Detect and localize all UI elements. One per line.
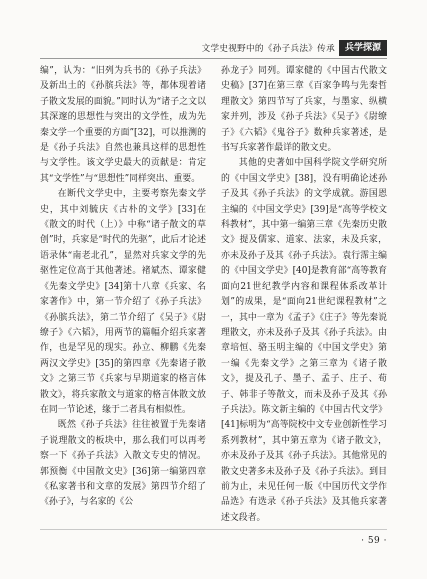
- page-number: · 59 ·: [361, 536, 387, 546]
- left-column: [40, 64, 206, 524]
- paragraph: 孙龙子》同列。谭家健的《中国古代散文史稿》[37]在第三章《百家争鸣与先秦哲理散文》第四节写了兵家，与墨家、纵横家并列，涉及《孙子兵法》《吴子》《尉缭子》《六韬》《鬼谷子》数种兵家著述，是书写兵家著作最详的散文史。: [221, 66, 387, 154]
- right-column: [221, 64, 387, 524]
- running-head: 文学史视野中的《孙子兵法》传承: [201, 44, 335, 54]
- paragraph: 其他的史著如中国科学院文学研究所的《中国文学史》[38]，没有明确论述孙子及其《孙子兵法》的文学成就。游国恩主编的《中国文学史》[39]是“高等学校文科教材”，其中第一编第三章《先秦历史散文》提及儒家、道家、法家，未及兵家，亦未及孙子及其《孙子兵法》。袁行霈主编的《中国文学史》[40]是教育部“高等教育面向21世纪教学内容和课程体系改革计划”的成果，是“面向21世纪课程教材”之一，其中一章为《孟子》《庄子》等先秦说理散文，亦未及孙子及其《孙子兵法》。由章培恒、骆玉明主编的《中国文学史》第一编《先秦文学》之第三章为《诸子散文》，提及孔子、墨子、孟子、庄子、荀子、韩非子等散文，而未及孙子及其《孙子兵法》。陈文新主编的《中国古代文学》[41]标明为“高等院校中文专业创新性学习系列教材”，其中第五章为《诸子散文》，亦未及孙子及其《孙子兵法》。其他常见的散文史著多未及孙子及《孙子兵法》。到目前为止，未见任何一版《中国历代文学作品选》有选录《孙子兵法》及其他兵家著述文段者。: [221, 158, 387, 523]
- paragraph: 在断代文学史中，主要考察先秦文学史，其中刘毓庆《古朴的文学》[33]在《散文的时代（上）》中称“诸子散文的草创”时，兵家是“时代的先驱”，此后才论述语录体“南老北孔”，显然对兵家文学的先驱性定位高于其他著述。褚斌杰、谭家健《先秦文学史》[34]第十八章《兵家、名家著作》中，第一节介绍了《孙子兵法》《孙膑兵法》，第二节介绍了《吴子》《尉缭子》《六韬》，用两节的篇幅介绍兵家著作，也是罕见的现实。孙立、柳鹏《先秦两汉文学史》[35]的第四章《先秦诸子散文》之第三节《兵家与早期道家的格言体散文》，将兵家散文与道家的格言体散文放在同一节论述，缘于二者具有相似性。: [40, 189, 206, 415]
- footer-rule: [40, 529, 387, 530]
- section-tab: 兵学探源: [339, 40, 387, 56]
- paragraph: 既然《孙子兵法》往往被置于先秦诸子说理散文的板块中，那么我们可以再考察一下《孙子兵法》入散文专史的情况。郭预衡《中国散文史》[36]第一编第四章《私家著书和文章的发展》第四节介绍了《孙子》，与名家的《公: [40, 420, 206, 508]
- paragraph: 编”，认为：“旧列为兵书的《孙子兵法》及新出土的《孙膑兵法》等，都体现着诸子散文发展的面貌。”同时认为“诸子之文以其深邃的思想性与突出的文学性，成为先秦文学一个重要的方面”[32]，可以推测的是《孙子兵法》自然也兼具这样的思想性与文学性。该文学史最大的贡献是：肯定其“文学性”与“思想性”同样突出、重要。: [40, 66, 206, 184]
- article-body: [40, 64, 387, 524]
- header-rule: [40, 58, 387, 59]
- page-header: [40, 40, 387, 56]
